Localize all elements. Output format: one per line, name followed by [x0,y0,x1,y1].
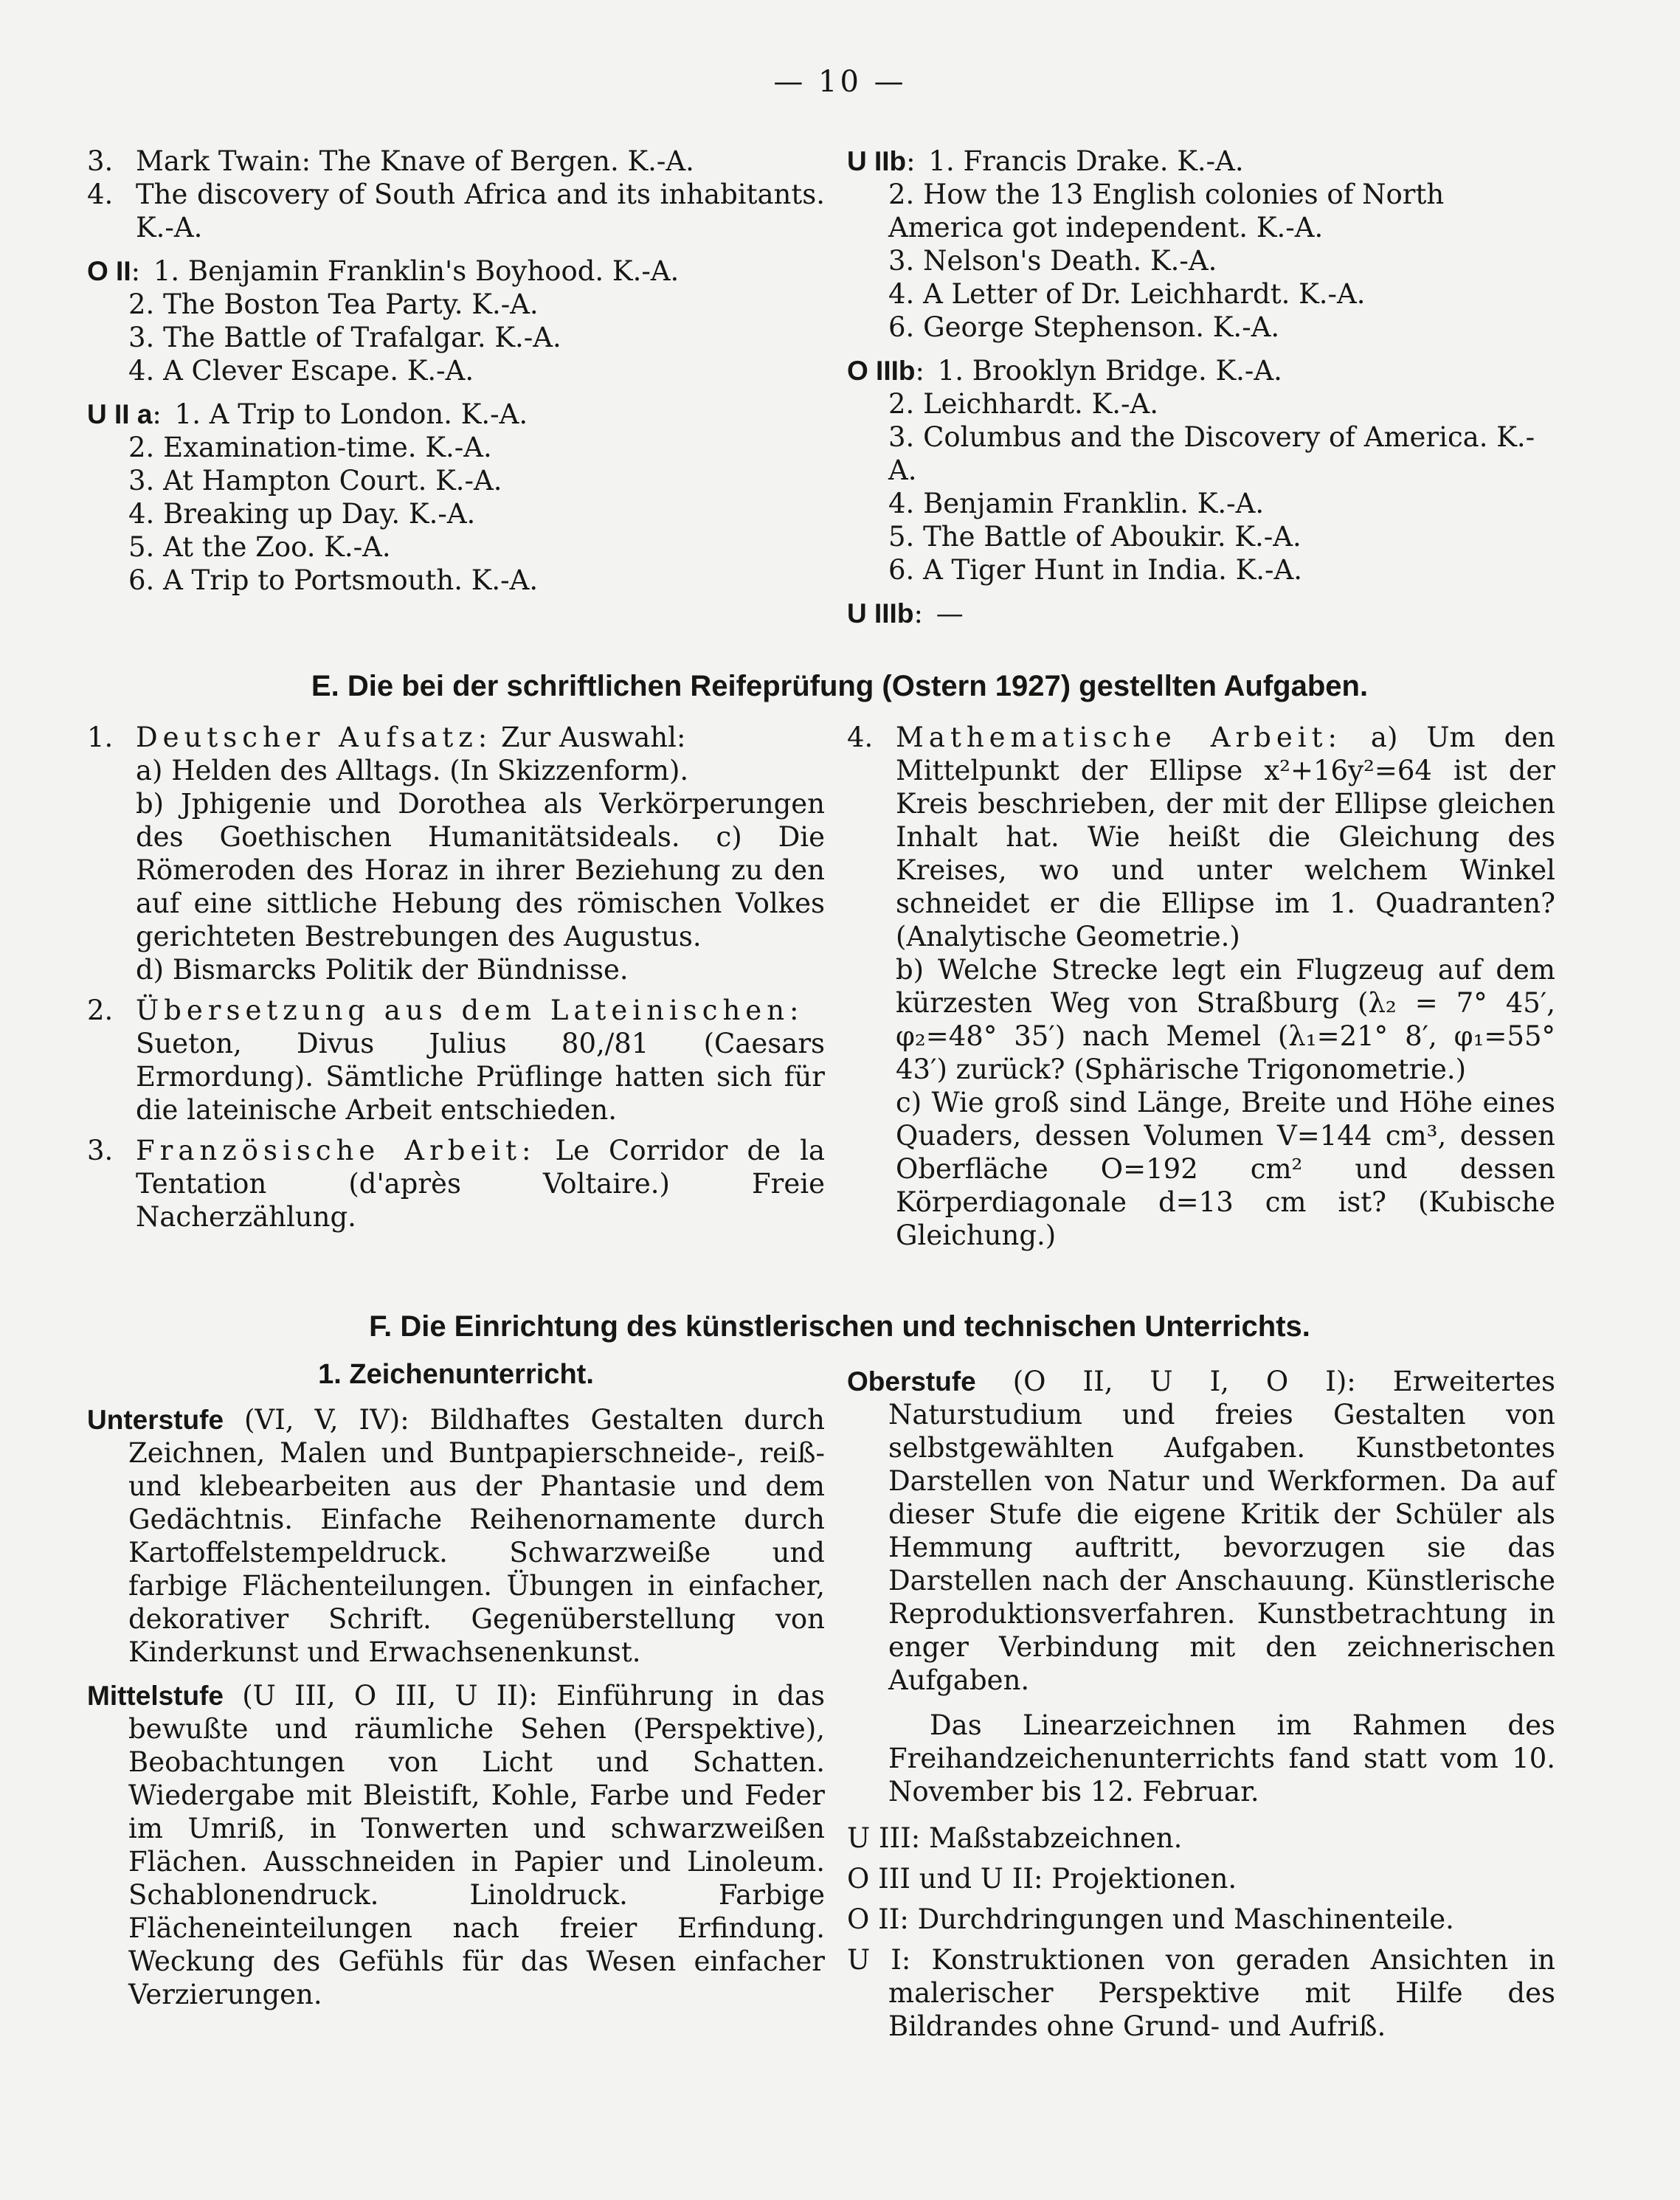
item-body [136,721,825,986]
list-item: 2. Examination-time. K.-A. [128,432,492,463]
uiib-block: U IIb: 1. Francis Drake. K.-A. 2. How the 13 English colonies of North America got independent. K.-A. 3. Nelson's Death. K.-A. 4. A Letter of Dr. Leichhardt. K.-A. 6. George Stephenson. K.-A. [847,145,1555,344]
subject-heading: Französische Arbeit: [136,1135,536,1166]
topic-a: a) Helden des Alltags. (In Skizzenform). [136,755,689,786]
topic-bcd: b) Jphigenie und Dorothea als Verkörperungen des Goethischen Humanitätsideals. c) Die Römeroden des Horaz in ihrer Beziehung zu den auf eine sittliche Hebung des römischen Volkes gerichteten Bestrebungen des Augustus. [136,788,825,952]
list-item: 6. A Trip to Portsmouth. K.-A. [128,564,539,596]
class-label: U IIIb [847,598,914,629]
list-item: 1. Brooklyn Bridge. K.-A. [937,355,1282,387]
item-text: Sueton, Divus Julius 80,/81 (Caesars Ermordung). Sämtliche Prüflinge hatten sich für die lateinische Arbeit entschieden. [136,1028,825,1126]
list-item: 6. George Stephenson. K.-A. [888,311,1280,343]
oberstufe-paragraph [847,1365,1555,1697]
list-item: 4. A Clever Escape. K.-A. [128,355,474,387]
class-label: O II [87,256,131,286]
class-label: U II a [87,399,153,429]
subject-heading: Übersetzung aus dem Lateinischen: [136,995,804,1026]
list-item: 2. How the 13 English colonies of North America got independent. K.-A. [888,179,1445,243]
list-item [847,1862,1555,1895]
item-body [136,994,825,1127]
list-item: 4. A Letter of Dr. Leichhardt. K.-A. [888,278,1366,310]
exam-item-french [87,1134,825,1234]
task-b: b) Welche Strecke legt ein Flugzeug auf dem kürzesten Weg von Straßburg (λ₂ = 7° 45′, φ₂=48° 35′) nach Memel (λ₁=21° 8′, φ₁=55° 43′) zurück? (Sphärische Trigonometrie.) [896,954,1555,1085]
unterstufe-paragraph [87,1403,825,1669]
section-e-right [847,721,1555,1252]
stage-text: (VI, V, IV): Bildhaftes Gestalten durch Zeichnen, Malen und Buntpapierschneide-, reiß- und klebearbeiten aus der Phantasie und dem Gedächtnis. Einfache Reihenornamente durch Kartoffelstempeldruck. Schwarzweiße und farbige Flächenteilungen. Übungen in einfacher, dekorativer Schrift. Gegenüberstellung von Kinderkunst und Erwachsenenkunst. [128,1404,825,1668]
technical-drawing-list [847,1822,1555,2043]
section-f-left [87,1403,825,2011]
page-number: — 10 — [773,65,907,99]
list-item: 5. At the Zoo. K.-A. [128,531,391,563]
item-number: 2. [87,995,114,1026]
subject-heading: Mathematische Arbeit: [896,722,1342,753]
stage-label: Oberstufe [847,1366,976,1397]
item-text: The discovery of South Africa and its inhabitants. K.-A. [136,179,825,243]
list-item [87,178,825,244]
list-item: 2. The Boston Tea Party. K.-A. [128,288,539,320]
section-f-title: F. Die Einrichtung des künstlerischen und technischen Unterrichts. [369,1310,1310,1343]
uiiib-block: U IIIb: — [847,598,964,629]
list-item [847,1943,1555,2043]
class-label: O III und U II: [847,1863,1043,1895]
exam-item-german [87,721,825,986]
list-item: 1. A Trip to London. K.-A. [174,398,528,430]
intro: Zur Auswahl: [501,722,686,753]
item-text: Le Corridor de la Tentation (d'après Voltaire.) Freie Nacherzählung. [136,1135,825,1233]
stage-label: Mittelstufe [87,1681,224,1711]
item-text: Projektionen. [1051,1863,1237,1895]
section-f-subtitle: 1. Zeichenunterricht. [318,1359,594,1390]
item-text: Mark Twain: The Knave of Bergen. K.-A. [136,145,694,177]
list-item [87,145,825,178]
section-e-left [87,721,825,1234]
task-c: c) Wie groß sind Länge, Breite und Höhe eines Quaders, dessen Volumen V=144 cm³, dessen Oberfläche O=192 cm² und dessen Körperdiagonale d=13 cm ist? (Kubische Gleichung.) [896,1087,1555,1251]
list-item: 6. A Tiger Hunt in India. K.-A. [888,554,1302,586]
oiiib-block: O IIIb: 1. Brooklyn Bridge. K.-A. 2. Leichhardt. K.-A. 3. Columbus and the Discovery of America. K.-A. 4. Benjamin Franklin. K.-A. 5. The Battle of Aboukir. K.-A. 6. A Tiger Hunt in India. K.-A. [847,354,1555,587]
top-left-list [87,145,825,244]
task-a-start: a) Um den Mittelpunkt der Ellipse [896,722,1555,786]
list-item: 1. Francis Drake. K.-A. [928,145,1244,177]
class-label: O II: [847,1903,909,1935]
upper-left-column [87,145,825,597]
class-label: U I: [847,1944,911,1976]
item-number: 3. [87,145,114,177]
oii-block: O II: 1. Benjamin Franklin's Boyhood. K.-A. 2. The Boston Tea Party. K.-A. 3. The Battle of Trafalgar. K.-A. 4. A Clever Escape. K.-A. [87,255,825,387]
list-item [847,1822,1555,1855]
item-number: 1. [87,722,114,753]
section-f-right [847,1365,1555,2043]
item-number: 4. [847,722,874,753]
list-item: 5. The Battle of Aboukir. K.-A. [888,521,1302,553]
exam-list-right [847,721,1555,1252]
task-a-rest: ist der Kreis beschrieben, der mit der Ellipse gleichen Inhalt hat. Wie heißt die Gleichung des Kreises, wo und unter welchem Winkel schneidet er die Ellipse im 1. Quadranten? (Analytische Geometrie.) [896,755,1555,952]
uiia-block: U II a: 1. A Trip to London. K.-A. 2. Examination-time. K.-A. 3. At Hampton Court. K.-A. 4. Breaking up Day. K.-A. 5. At the Zoo. K.-A. 6. A Trip to Portsmouth. K.-A. [87,398,825,597]
list-item: 3. Columbus and the Discovery of America. K.-A. [888,421,1535,486]
exam-list [87,721,825,1234]
equation: x²+16y²=64 [1264,755,1432,786]
linear-drawing-paragraph: Das Linearzeichnen im Rahmen des Freihandzeichenunterrichts fand statt vom 10. November bis 12. Februar. [888,1709,1555,1808]
class-label: U III: [847,1822,921,1854]
list-item: 3. Nelson's Death. K.-A. [888,245,1217,277]
stage-text: (O II, U I, O I): Erweitertes Naturstudium und freies Gestalten von selbstgewählten Aufgaben. Kunstbetontes Darstellen von Natur und Werkformen. Da auf dieser Stufe die eigene Kritik der Schüler als Hemmung auftritt, bevorzugen sie das Darstellen nach der Anschauung. Künstlerische Reproduktionsverfahren. Kunstbetrachtung in enger Verbindung mit den zeichnerischen Aufgaben. [888,1366,1555,1696]
exam-item-math [847,721,1555,1252]
list-item: — [936,598,964,629]
list-item: 3. At Hampton Court. K.-A. [128,465,502,497]
upper-right-column [847,145,1555,630]
mittelstufe-paragraph [87,1679,825,2011]
list-item: 1. Benjamin Franklin's Boyhood. K.-A. [153,255,680,287]
subject-heading: Deutscher Aufsatz: [136,722,493,753]
item-text: Durchdringungen und Maschinenteile. [917,1903,1454,1935]
stage-label: Unterstufe [87,1405,224,1435]
stage-text: (U III, O III, U II): Einführung in das bewußte und räumliche Sehen (Perspektive), Beobachtungen von Licht und Schatten. Wiedergabe mit Bleistift, Kohle, Farbe und Feder im Umriß, in Tonwerten und schwarzweißen Flächen. Ausschneiden in Papier und Linoleum. Schablonendruck. Linoldruck. Farbige Flächeneinteilungen nach freier Erfindung. Weckung des Gefühls für das Wesen einfacher Verzierungen. [128,1680,825,2010]
item-number: 3. [87,1135,114,1166]
list-item: 3. The Battle of Trafalgar. K.-A. [128,322,561,353]
class-label: O IIIb [847,356,916,386]
class-label: U IIb [847,146,907,176]
item-body [136,1134,825,1234]
item-number: 4. [87,179,114,210]
item-text: Konstruktionen von geraden Ansichten in malerischer Perspektive mit Hilfe des Bildrandes ohne Grund- und Aufriß. [888,1944,1555,2042]
section-e-title: E. Die bei der schriftlichen Reifeprüfung (Ostern 1927) gestellten Aufgaben. [311,670,1369,702]
topic-d: d) Bismarcks Politik der Bündnisse. [136,954,629,986]
list-item: 2. Leichhardt. K.-A. [888,388,1158,420]
list-item [847,1903,1555,1936]
list-item: 4. Breaking up Day. K.-A. [128,498,476,530]
exam-item-latin [87,994,825,1127]
item-text: Maßstabzeichnen. [929,1822,1183,1854]
list-item: 4. Benjamin Franklin. K.-A. [888,488,1265,519]
item-body [896,721,1555,1252]
